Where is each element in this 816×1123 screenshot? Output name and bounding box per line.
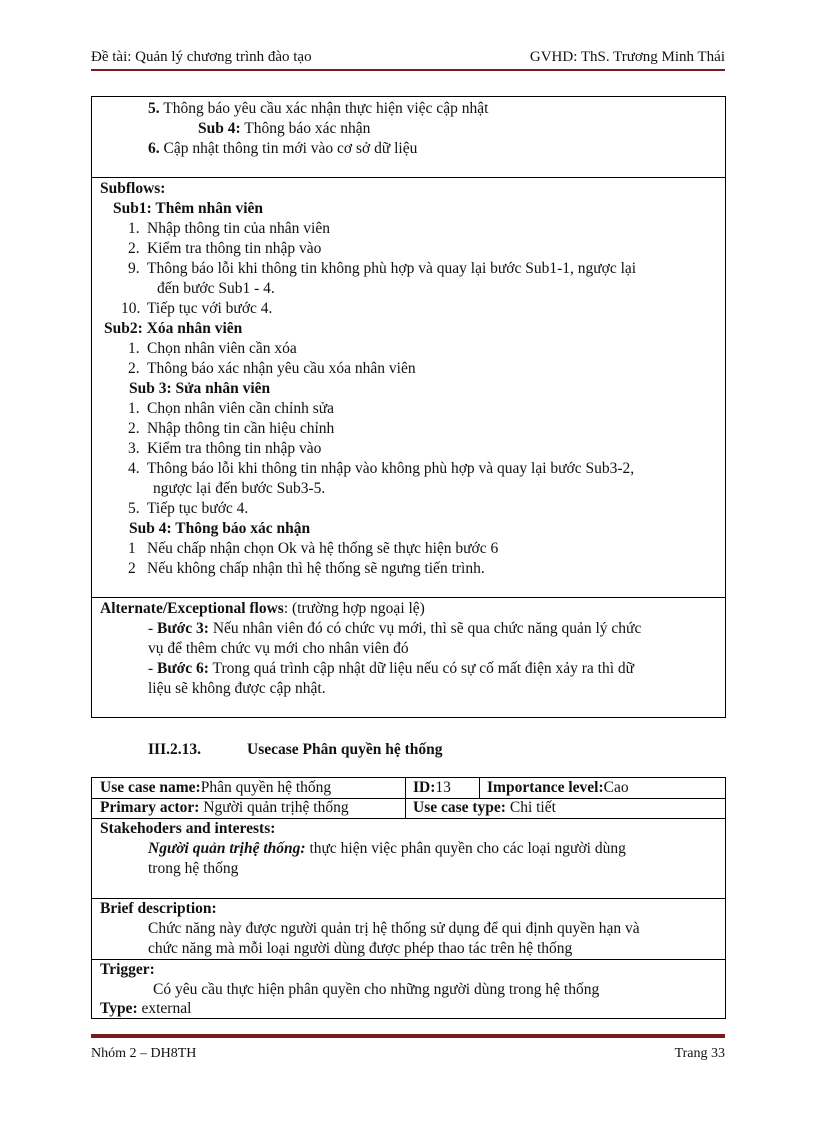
sub1-item: 2. Kiểm tra thông tin nhập vào	[128, 240, 322, 257]
main-flow-step-5: 5. Thông báo yêu cầu xác nhận thực hiện việc cập nhật	[148, 100, 489, 117]
header-rule	[91, 69, 725, 71]
sub3-item: 3. Kiểm tra thông tin nhập vào	[128, 440, 322, 457]
cell-divider	[479, 778, 480, 798]
alternate-step-6: - Bước 6: Trong quá trình cập nhật dữ liệu nếu có sự cố mất điện xảy ra thì dữ	[148, 660, 635, 677]
sub3-item: 2. Nhập thông tin cần hiệu chỉnh	[128, 420, 335, 437]
usecase-name-cell: Use case name:Phân quyền hệ thống	[100, 779, 332, 796]
sub3-title: Sub 3: Sửa nhân viên	[129, 380, 271, 397]
alternate-step-3: - Bước 3: Nếu nhân viên đó có chức vụ mới, thì sẽ qua chức năng quản lý chức	[148, 620, 642, 637]
sub3-item: 1. Chọn nhân viên cần chỉnh sửa	[128, 400, 335, 417]
sub1-item: 10. Tiếp tục với bước 4.	[121, 300, 273, 317]
brief-description-line: Chức năng này được người quản trị hệ thống sử dụng để qui định quyền hạn và	[148, 920, 640, 937]
page-header	[91, 47, 725, 67]
footer-page-number: Trang 33	[674, 1046, 725, 1061]
sub1-item-continued: đến bước Sub1 - 4.	[157, 280, 275, 297]
usecase-continuation-table	[91, 96, 726, 718]
row-separator	[92, 597, 725, 598]
footer-rule	[91, 1034, 725, 1038]
section-title: Usecase Phân quyền hệ thống	[247, 741, 443, 758]
section-number: III.2.13.	[148, 741, 201, 758]
usecase-importance-cell: Importance level:Cao	[487, 779, 629, 796]
sub2-title: Sub2: Xóa nhân viên	[104, 320, 243, 337]
brief-description-line: chức năng mà mỗi loại người dùng được phép thao tác trên hệ thống	[148, 940, 573, 957]
sub4-title: Sub 4: Thông báo xác nhận	[129, 520, 311, 537]
header-advisor: GVHD: ThS. Trương Minh Thái	[529, 49, 725, 65]
header-topic: Đề tài: Quản lý chương trình đào tạo	[91, 49, 312, 65]
sub2-item: 2. Thông báo xác nhận yêu cầu xóa nhân viên	[128, 360, 416, 377]
alternate-step-3-continued: vụ để thêm chức vụ mới cho nhân viên đó	[148, 640, 409, 657]
sub2-item: 1. Chọn nhân viên cần xóa	[128, 340, 297, 357]
sub3-item-continued: ngược lại đến bước Sub3-5.	[153, 480, 326, 497]
sub4-item: 2 Nếu không chấp nhận thì hệ thống sẽ ngưng tiến trình.	[128, 560, 485, 577]
sub1-title: Sub1: Thêm nhân viên	[113, 200, 264, 217]
sub1-item: 9. Thông báo lỗi khi thông tin không phù hợp và quay lại bước Sub1-1, ngược lại	[128, 260, 637, 277]
section-heading	[148, 740, 443, 760]
stakeholders-label: Stakehoders and interests:	[100, 820, 276, 837]
footer-group: Nhóm 2 – DH8TH	[91, 1046, 197, 1061]
trigger-type: Type: external	[100, 1000, 192, 1017]
usecase-id-cell: ID:13	[413, 779, 451, 796]
brief-description-label: Brief description:	[100, 900, 217, 917]
row-separator	[92, 177, 725, 178]
usecase-type-cell: Use case type: Chi tiết	[413, 799, 556, 816]
sub3-item: 5. Tiếp tục bước 4.	[128, 500, 249, 517]
alternate-step-6-continued: liệu sẽ không được cập nhật.	[148, 680, 326, 697]
usecase-table	[91, 777, 726, 1019]
stakeholder-line-continued: trong hệ thống	[148, 860, 239, 877]
alternate-flows-title: Alternate/Exceptional flows: (trường hợp ngoại lệ)	[100, 600, 425, 617]
primary-actor-cell: Primary actor: Người quản trịhệ thống	[100, 799, 349, 816]
subflows-title: Subflows:	[100, 180, 166, 197]
trigger-label: Trigger:	[100, 961, 155, 978]
main-flow-step-6: 6. Cập nhật thông tin mới vào cơ sở dữ liệu	[148, 140, 418, 157]
main-flow-sub-4: Sub 4: Thông báo xác nhận	[198, 120, 371, 137]
sub3-item: 4. Thông báo lỗi khi thông tin nhập vào không phù hợp và quay lại bước Sub3-2,	[128, 460, 635, 477]
sub1-item: 1. Nhập thông tin của nhân viên	[128, 220, 330, 237]
trigger-text: Có yêu cầu thực hiện phân quyền cho những người dùng trong hệ thống	[153, 981, 600, 998]
row-separator	[92, 959, 725, 960]
sub4-item: 1 Nếu chấp nhận chọn Ok và hệ thống sẽ thực hiện bước 6	[128, 540, 499, 557]
stakeholder-line: Người quản trịhệ thống: thực hiện việc phân quyền cho các loại người dùng	[148, 840, 626, 857]
